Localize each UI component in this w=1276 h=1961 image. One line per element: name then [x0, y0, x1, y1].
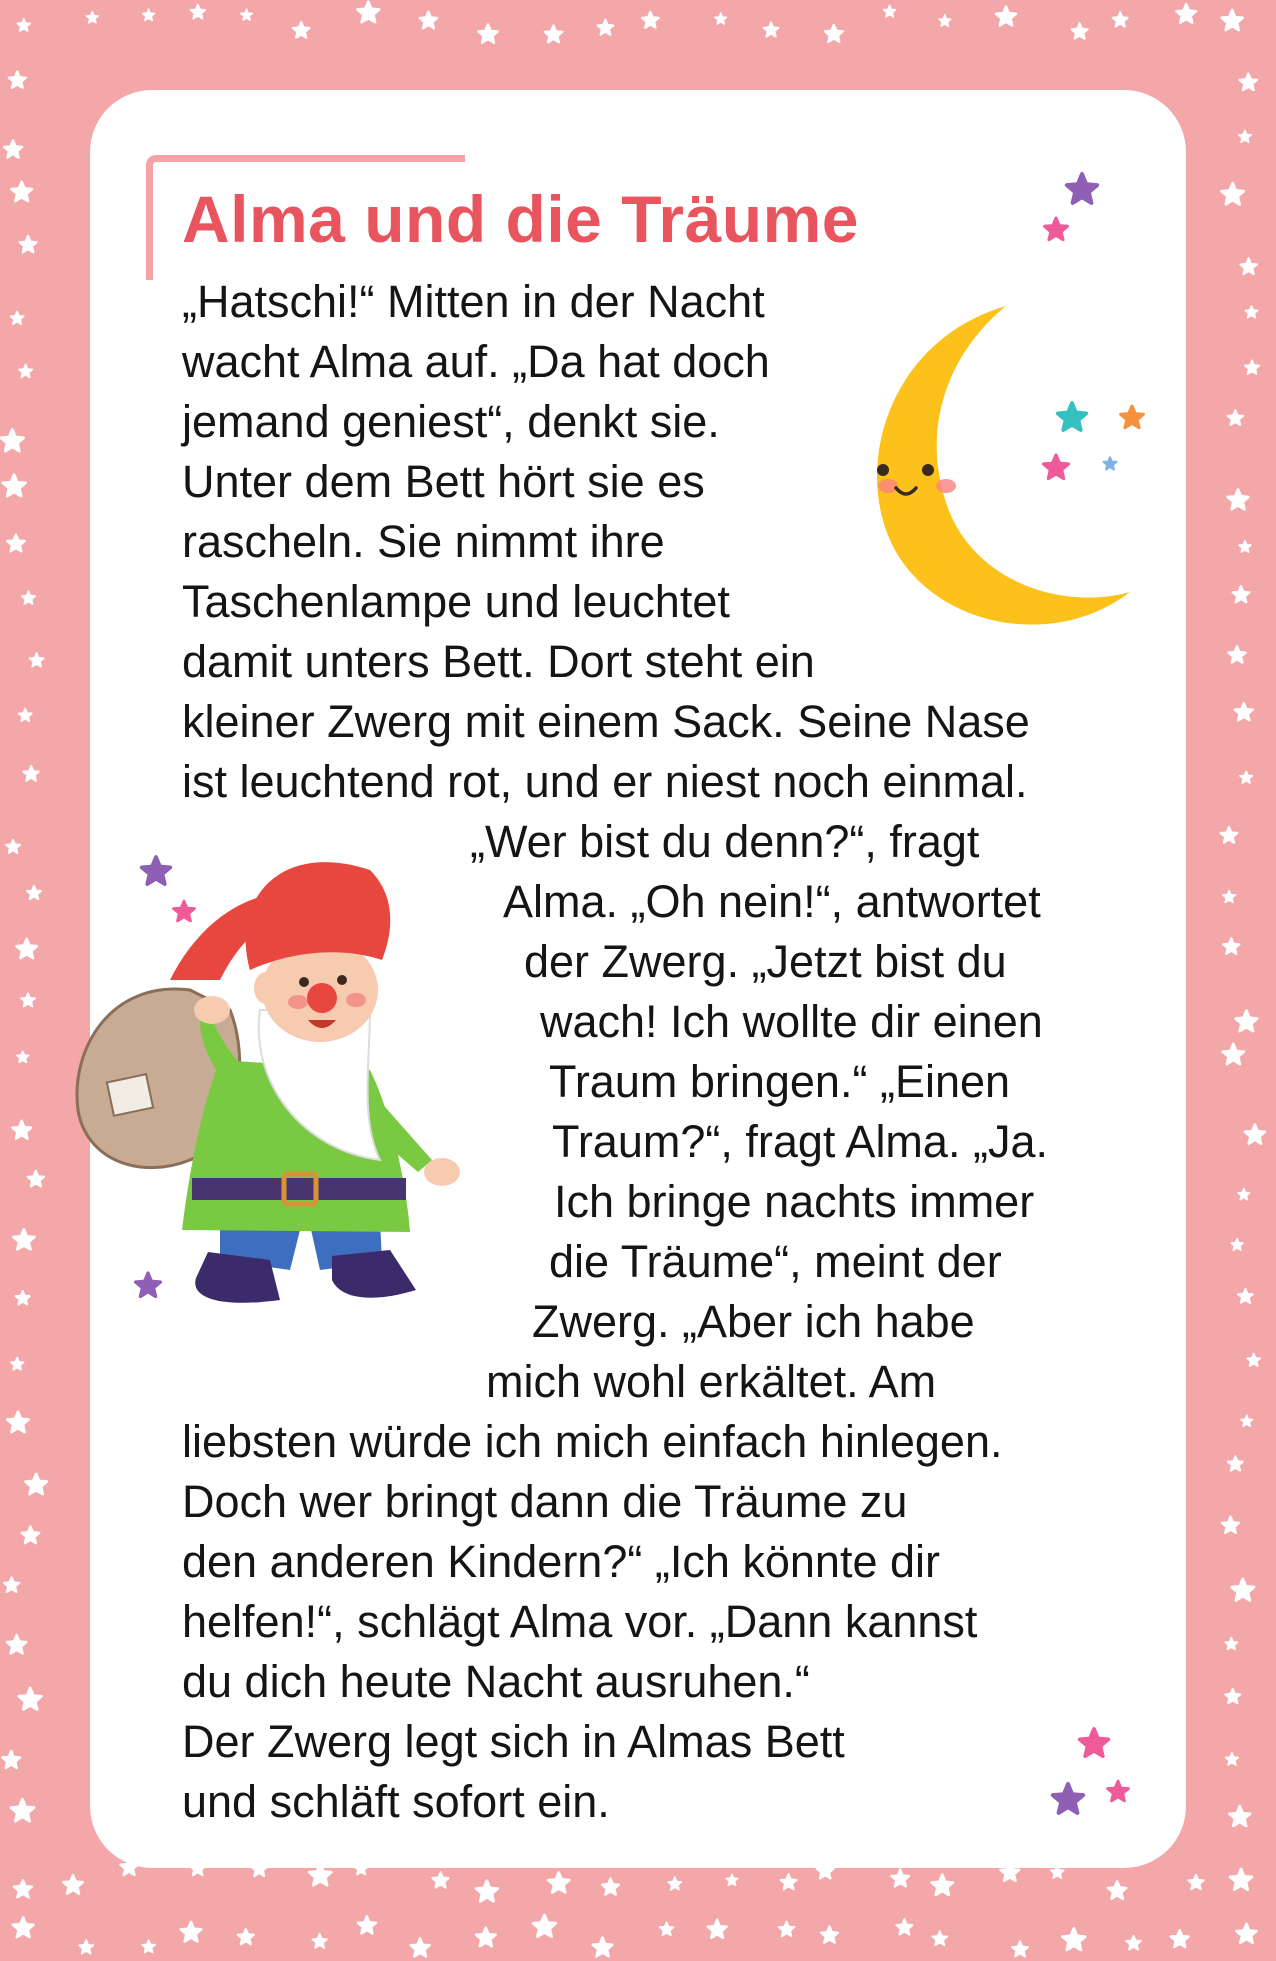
sparkle-star-icon	[142, 857, 171, 884]
story-line: „Hatschi!“ Mitten in der Nacht	[182, 276, 765, 327]
sparkle-star-icon	[1080, 1729, 1109, 1756]
story-line: Taschenlampe und leuchtet	[182, 576, 730, 627]
story-line: die Träume“, meint der	[549, 1236, 1002, 1287]
story-line: mich wohl erkältet. Am	[486, 1356, 937, 1407]
sparkle-star-icon	[1044, 455, 1069, 479]
story-line: der Zwerg. „Jetzt bist du	[524, 936, 1007, 987]
story-line: du dich heute Nacht ausruhen.“	[182, 1656, 810, 1707]
story-line: „Wer bist du denn?“, fragt	[470, 816, 980, 867]
story-line: helfen!“, schlägt Alma vor. „Dann kannst	[182, 1596, 978, 1647]
story-line: Traum bringen.“ „Einen	[549, 1056, 1011, 1107]
story-line: kleiner Zwerg mit einem Sack. Seine Nase	[182, 696, 1030, 747]
story-line: Traum?“, fragt Alma. „Ja.	[552, 1116, 1048, 1167]
story-line: Zwerg. „Aber ich habe	[532, 1296, 975, 1347]
sparkle-star-icon	[1103, 457, 1116, 470]
sparkle-star-icon	[1067, 174, 1097, 203]
story-line: liebsten würde ich mich einfach hinlegen.	[182, 1416, 1003, 1467]
story-line: den anderen Kindern?“ „Ich könnte dir	[182, 1536, 940, 1587]
story-line: Der Zwerg legt sich in Almas Bett	[182, 1716, 845, 1767]
sparkle-star-icon	[1053, 1784, 1083, 1813]
story-line: Unter dem Bett hört sie es	[182, 456, 705, 507]
sparkle-star-icon	[136, 1273, 161, 1297]
sparkle-star-icon	[1045, 218, 1068, 240]
story-line: und schläft sofort ein.	[182, 1776, 610, 1827]
story-line: rascheln. Sie nimmt ihre	[182, 516, 665, 567]
story-line: damit unters Bett. Dort steht ein	[182, 636, 815, 687]
story-line: ist leuchtend rot, und er niest noch einmal.	[182, 756, 1028, 807]
story-line: Alma. „Oh nein!“, antwortet	[503, 876, 1041, 927]
sparkle-star-icon	[1108, 1781, 1129, 1801]
sparkle-star-icon	[1121, 406, 1144, 428]
story-title: Alma und die Träume	[182, 182, 859, 256]
story-line: wacht Alma auf. „Da hat doch	[182, 336, 770, 387]
sparkle-star-icon	[1058, 403, 1087, 430]
story-line: Doch wer bringt dann die Träume zu	[182, 1476, 908, 1527]
sparkle-star-icon	[174, 901, 195, 921]
story-line: wach! Ich wollte dir einen	[540, 996, 1043, 1047]
story-line: jemand geniest“, denkt sie.	[182, 396, 720, 447]
story-line: Ich bringe nachts immer	[554, 1176, 1035, 1227]
